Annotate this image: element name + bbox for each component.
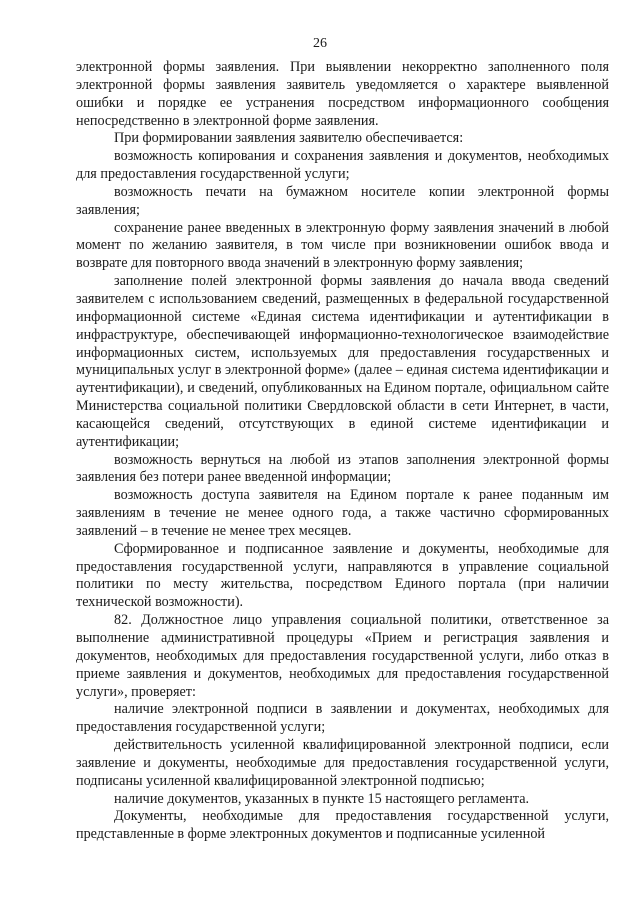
paragraph: электронной формы заявления. При выявлении некорректно заполненного поля электронной формы заявления заявитель уведомляется о характере выявленной ошибки и порядке ее устранения посредством информационного сообщения непосредственно в электронной форме заявления. <box>76 59 609 129</box>
paragraph: наличие документов, указанных в пункте 15 настоящего регламента. <box>114 790 530 807</box>
paragraph: заполнение полей электронной формы заявления до начала ввода сведений заявителем с использованием сведений, размещенных в федеральной государственной информационной системе «Единая система идентификации и аутентификации в инфраструктуре, обеспечивающей информационно-технологическое взаимодействие информационных систем, используемых для предоставления государственных и муниципальных услуг в электронной форме» (далее – единая система идентификации и аутентификации), и сведений, опубликованных на Едином портале, официальном сайте Министерства социальной политики Свердловской области в сети Интернет, в части, касающейся сведений, отсутствующих в единой системе идентификации и аутентификации; <box>76 273 609 450</box>
paragraph: Сформированное и подписанное заявление и документы, необходимые для предоставления государственной услуги, направляются в управление социальной политики по месту жительства, посредством Единого портала (при наличии технической возможности). <box>76 540 609 611</box>
paragraph: возможность копирования и сохранения заявления и документов, необходимых для предоставления государственной услуги; <box>76 148 609 183</box>
paragraph: действительность усиленной квалифицированной электронной подписи, если заявление и документы, необходимые для предоставления государственной услуги, подписаны усиленной квалифицированной электронной подписью; <box>76 737 609 789</box>
paragraph: возможность вернуться на любой из этапов заполнения электронной формы заявления без потери ранее введенной информации; <box>76 451 609 486</box>
paragraph: При формировании заявления заявителю обеспечивается: <box>114 130 464 147</box>
paragraph: возможность печати на бумажном носителе копии электронной формы заявления; <box>76 183 609 218</box>
paragraph: возможность доступа заявителя на Едином портале к ранее поданным им заявлениям в течение не менее одного года, а также частично сформированных заявлений – в течение не менее трех месяцев. <box>76 487 609 539</box>
document-body <box>76 59 609 844</box>
page-number: 26 <box>313 36 327 51</box>
paragraph: наличие электронной подписи в заявлении и документах, необходимых для предоставления государственной услуги; <box>76 701 609 736</box>
paragraph: сохранение ранее введенных в электронную форму заявления значений в любой момент по желанию заявителя, в том числе при возникновении ошибок ввода и возврате для повторного ввода значений в электронную форму заявления; <box>76 219 609 272</box>
paragraph: Документы, необходимые для предоставления государственной услуги, представленные в форме электронных документов и подписанные усиленной <box>76 808 609 843</box>
paragraph: 82. Должностное лицо управления социальной политики, ответственное за выполнение административной процедуры «Прием и регистрация заявления и документов, необходимых для предоставления государственной услуги, либо отказ в приеме заявления и документов, необходимых для предоставления государственной услуги», проверяет: <box>76 612 609 700</box>
